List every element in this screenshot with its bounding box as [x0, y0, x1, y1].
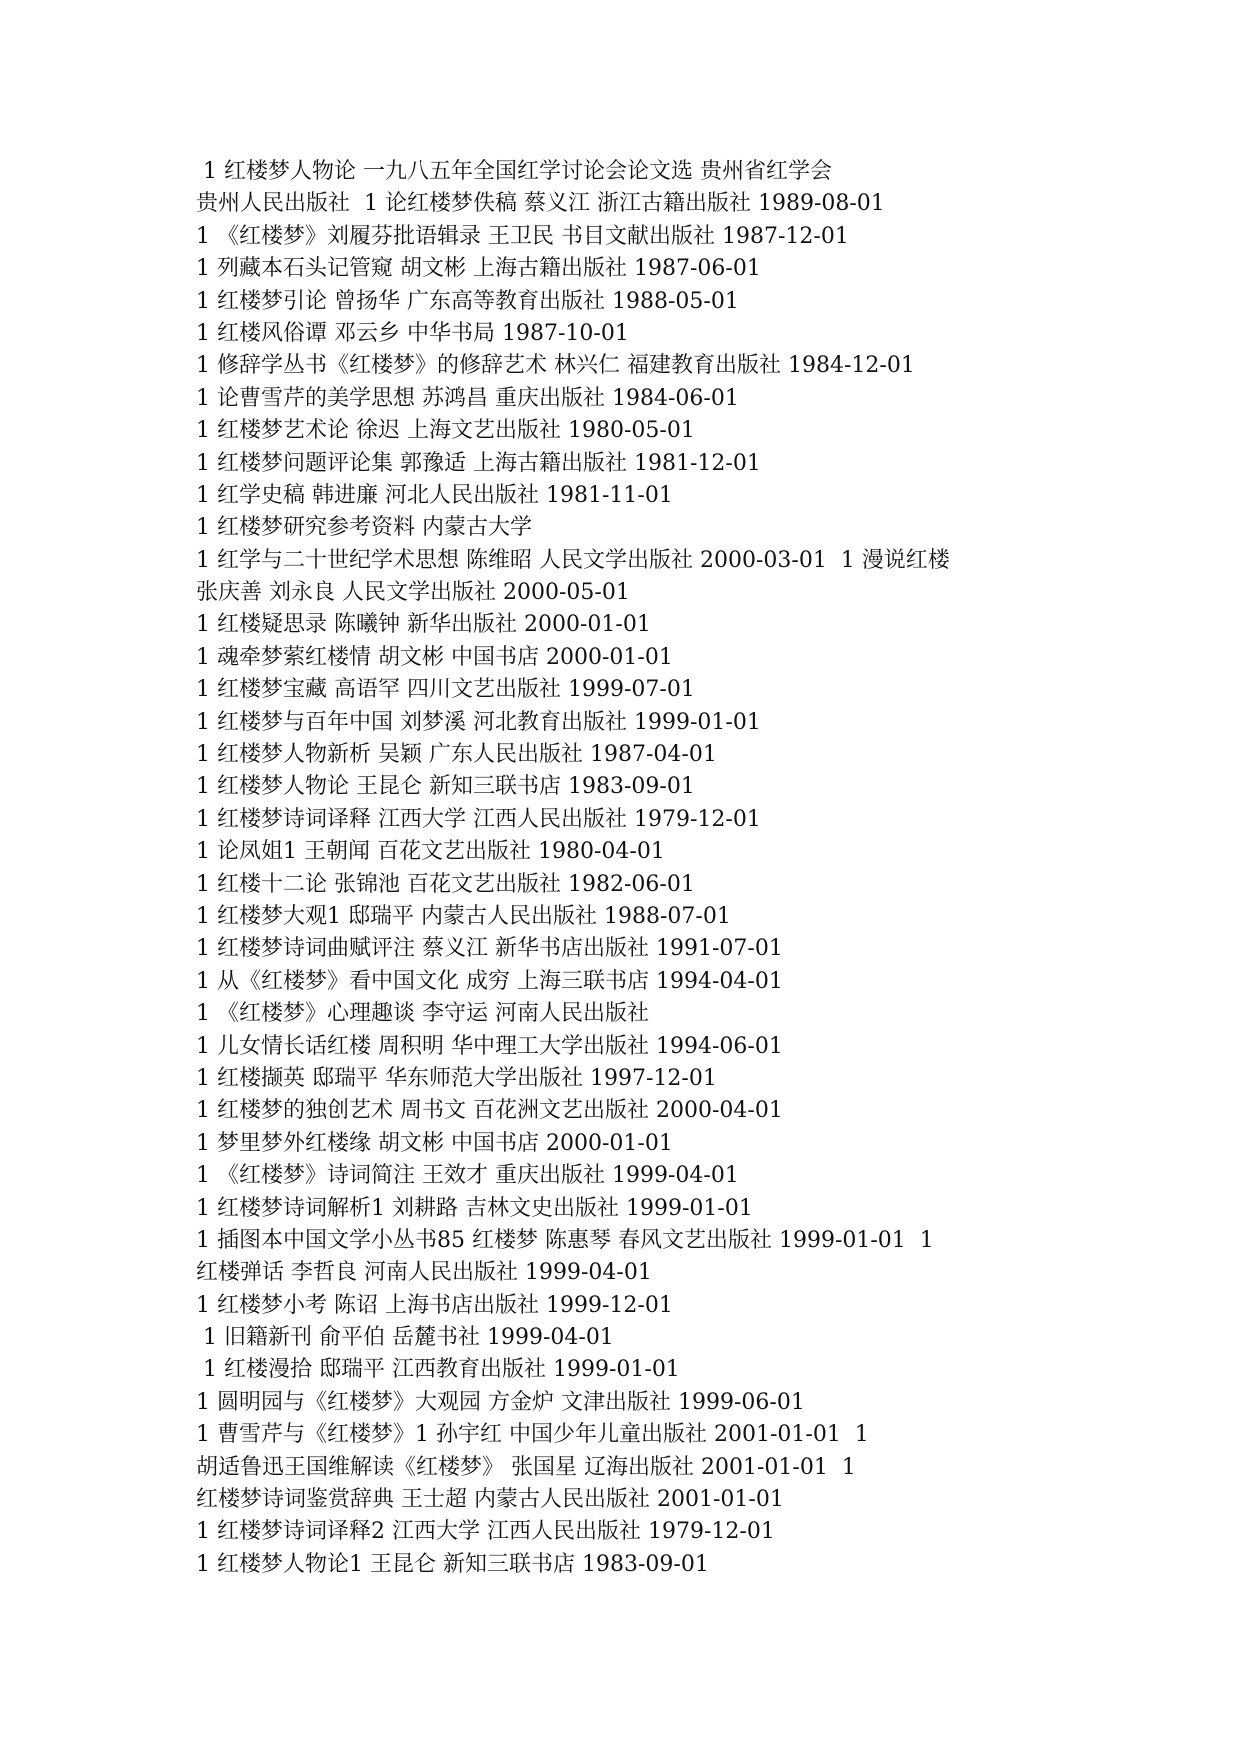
book-list-line: 1 红楼梦诗词解析1 刘耕路 吉林文史出版社 1999-01-01 [196, 1195, 753, 1221]
book-list-line: 1 红楼梦研究参考资料 内蒙古大学 [196, 515, 532, 541]
book-list-line: 1 红楼梦人物新析 吴颖 广东人民出版社 1987-04-01 [196, 742, 717, 768]
book-list-line: 1 列藏本石头记管窥 胡文彬 上海古籍出版社 1987-06-01 [196, 256, 761, 282]
book-list-line: 1 红楼梦与百年中国 刘梦溪 河北教育出版社 1999-01-01 [196, 709, 761, 735]
book-list-line: 1 红楼梦大观1 邸瑞平 内蒙古人民出版社 1988-07-01 [196, 903, 731, 929]
book-list-line: 1 红楼梦艺术论 徐迟 上海文艺出版社 1980-05-01 [196, 418, 695, 444]
book-list-line: 1 插图本中国文学小丛书85 红楼梦 陈惠琴 春风文艺出版社 1999-01-01 1 [196, 1227, 934, 1253]
book-list-line: 1 红楼梦人物论1 王昆仑 新知三联书店 1983-09-01 [196, 1551, 709, 1577]
book-list-line: 1 旧籍新刊 俞平伯 岳麓书社 1999-04-01 [196, 1325, 614, 1351]
book-list-line: 红楼弹话 李哲良 河南人民出版社 1999-04-01 [196, 1260, 652, 1286]
book-list-line: 红楼梦诗词鉴赏辞典 王士超 内蒙古人民出版社 2001-01-01 [196, 1487, 784, 1513]
book-list-line: 1 红楼梦诗词译释2 江西大学 江西人民出版社 1979-12-01 [196, 1519, 775, 1545]
book-list-line: 1 从《红楼梦》看中国文化 成穷 上海三联书店 1994-04-01 [196, 968, 783, 994]
book-list-line: 1 红楼梦的独创艺术 周书文 百花洲文艺出版社 2000-04-01 [196, 1098, 783, 1124]
book-list-line: 1 圆明园与《红楼梦》大观园 方金炉 文津出版社 1999-06-01 [196, 1389, 805, 1415]
book-list-line: 1 红楼梦问题评论集 郭豫适 上海古籍出版社 1981-12-01 [196, 450, 761, 476]
book-list-line: 1 儿女情长话红楼 周积明 华中理工大学出版社 1994-06-01 [196, 1033, 783, 1059]
book-list-line: 1 红楼疑思录 陈曦钟 新华出版社 2000-01-01 [196, 612, 651, 638]
book-list-line: 1 红楼梦引论 曾扬华 广东高等教育出版社 1988-05-01 [196, 288, 739, 314]
book-list-line: 1 红楼梦小考 陈诏 上海书店出版社 1999-12-01 [196, 1292, 673, 1318]
book-list-line: 1 红楼梦宝藏 高语罕 四川文艺出版社 1999-07-01 [196, 677, 695, 703]
book-list-line: 1 曹雪芹与《红楼梦》1 孙宇红 中国少年儿童出版社 2001-01-01 1 [196, 1422, 869, 1448]
book-list-line: 1 《红楼梦》刘履芬批语辑录 王卫民 书目文献出版社 1987-12-01 [196, 223, 849, 249]
book-list-line: 1 红楼梦人物论 王昆仑 新知三联书店 1983-09-01 [196, 774, 695, 800]
book-list-line: 1 梦里梦外红楼缘 胡文彬 中国书店 2000-01-01 [196, 1130, 673, 1156]
book-list-line: 1 《红楼梦》心理趣谈 李守运 河南人民出版社 [196, 1001, 649, 1027]
book-list-line: 1 论凤姐1 王朝闻 百花文艺出版社 1980-04-01 [196, 839, 665, 865]
book-list-line: 1 红楼撷英 邸瑞平 华东师范大学出版社 1997-12-01 [196, 1065, 717, 1091]
book-list-line: 1 红学史稿 韩进廉 河北人民出版社 1981-11-01 [196, 482, 673, 508]
book-list-line: 1 修辞学丛书《红楼梦》的修辞艺术 林兴仁 福建教育出版社 1984-12-01 [196, 353, 915, 379]
book-list-line: 1 红楼梦诗词曲赋评注 蔡义江 新华书店出版社 1991-07-01 [196, 936, 783, 962]
book-list-line: 1 红楼梦人物论 一九八五年全国红学讨论会论文选 贵州省红学会 [196, 159, 832, 184]
book-list [196, 156, 1196, 1581]
book-list-line: 1 红楼梦诗词译释 江西大学 江西人民出版社 1979-12-01 [196, 806, 761, 832]
book-list-line: 贵州人民出版社 1 论红楼梦佚稿 蔡义江 浙江古籍出版社 1989-08-01 [196, 191, 885, 217]
book-list-line: 胡适鲁迅王国维解读《红楼梦》 张国星 辽海出版社 2001-01-01 1 [196, 1454, 856, 1480]
book-list-line: 1 红楼风俗谭 邓云乡 中华书局 1987-10-01 [196, 320, 629, 346]
book-list-line: 1 魂牵梦萦红楼情 胡文彬 中国书店 2000-01-01 [196, 644, 673, 670]
book-list-line: 1 红楼漫拾 邸瑞平 江西教育出版社 1999-01-01 [196, 1357, 680, 1383]
book-list-line: 1 论曹雪芹的美学思想 苏鸿昌 重庆出版社 1984-06-01 [196, 385, 739, 411]
book-list-line: 张庆善 刘永良 人民文学出版社 2000-05-01 [196, 580, 630, 606]
book-list-line: 1 红楼十二论 张锦池 百花文艺出版社 1982-06-01 [196, 871, 695, 897]
book-list-line: 1 红学与二十世纪学术思想 陈维昭 人民文学出版社 2000-03-01 1 漫说红楼 [196, 547, 950, 573]
book-list-line: 1 《红楼梦》诗词简注 王效才 重庆出版社 1999-04-01 [196, 1163, 739, 1189]
